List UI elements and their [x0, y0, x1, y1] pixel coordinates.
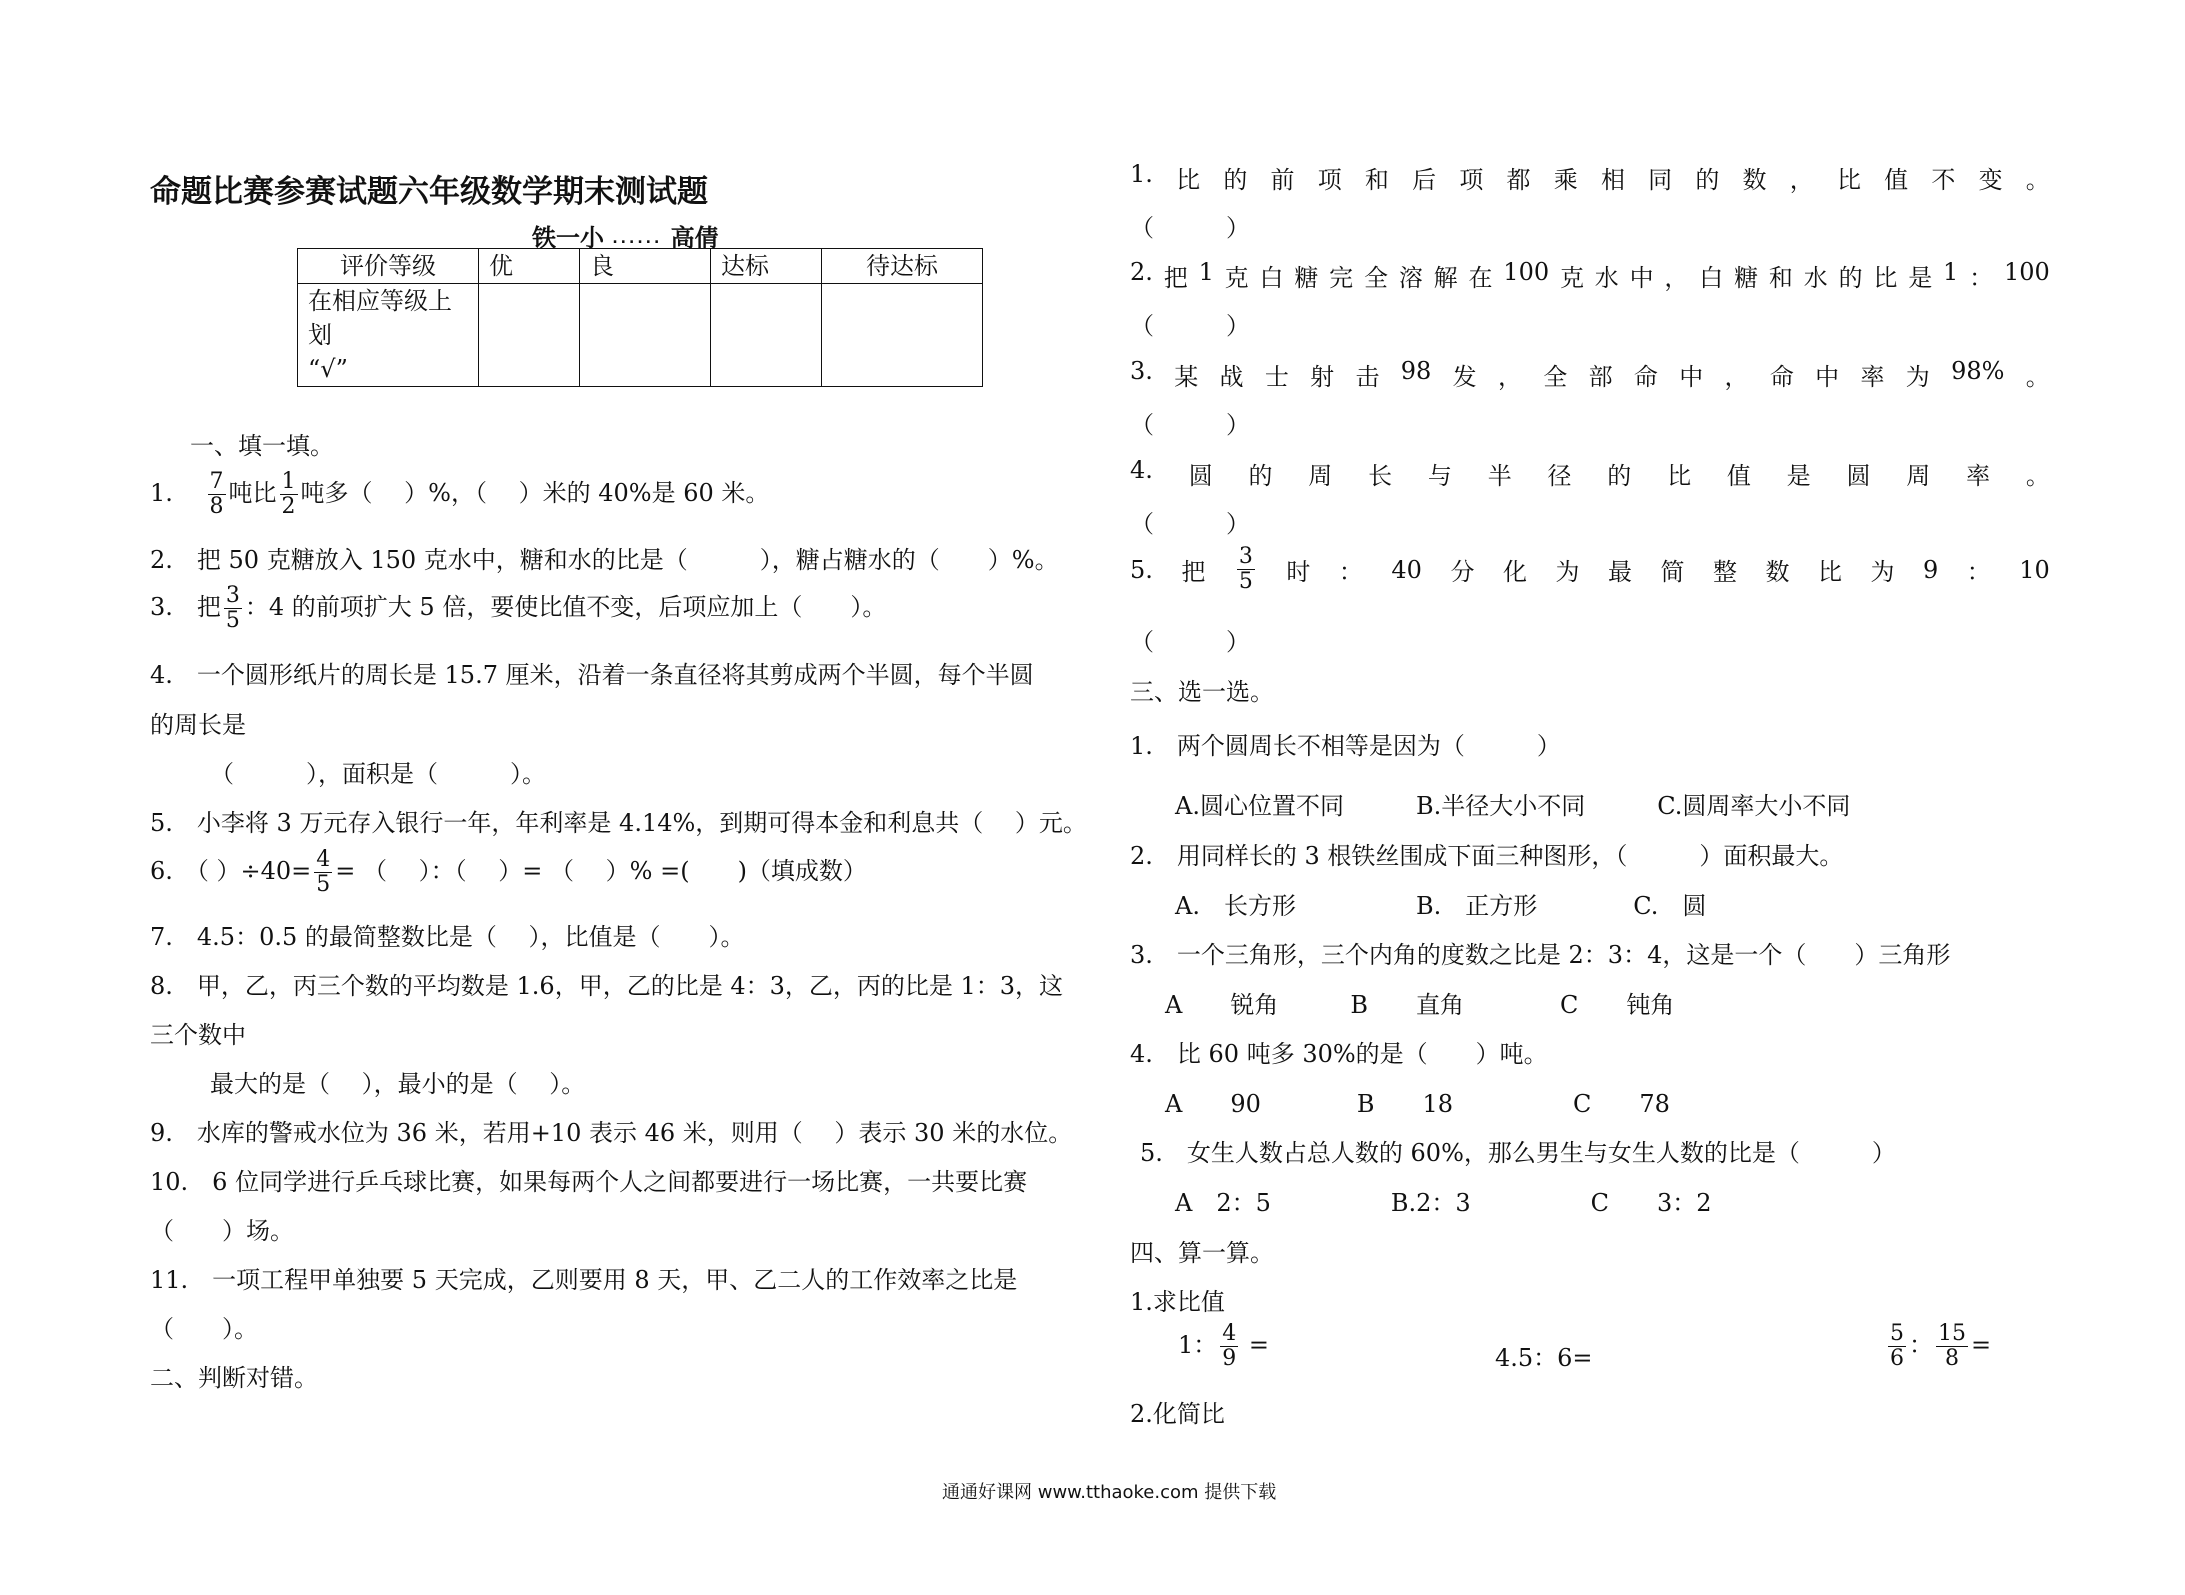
fraction-numerator: 7 — [209, 469, 224, 494]
token: ， — [1724, 363, 1749, 391]
dot-separator: ...... — [612, 231, 663, 247]
token: 比 — [1836, 166, 1861, 194]
grade-header-excellent: 优 — [479, 249, 580, 284]
token: 2. — [1130, 258, 1153, 286]
token: ： — [1969, 264, 1994, 292]
token: 完 — [1329, 264, 1354, 292]
grade-header-fail: 待达标 — [822, 249, 983, 284]
s1-question-3 — [150, 584, 886, 633]
token: 化 — [1502, 558, 1527, 586]
fraction-numerator: 1 — [281, 469, 296, 494]
s4-calc-b: 4.5：6= — [1495, 1344, 1593, 1372]
token: 相 — [1600, 166, 1625, 194]
s1-question-4-line2: 的周长是 — [150, 711, 246, 739]
s1-q1-text-b: 吨多（ ）%，（ ）米的 40%是 60 米。 — [300, 479, 770, 507]
fraction-5-6 — [1888, 1322, 1906, 1371]
token: ： — [1338, 558, 1363, 586]
token: 值 — [1726, 462, 1751, 490]
s2-q1-answer-paren: （ ） — [1130, 214, 1250, 242]
section1-heading: 一、填一填。 — [190, 432, 334, 460]
s3-question-3: 3. 一个三角形，三个内角的度数之比是 2：3：4，这是一个（ ）三角形 — [1130, 941, 1951, 969]
token: 士 — [1264, 363, 1289, 391]
token: 比 — [1667, 462, 1692, 490]
fraction-numerator: 5 — [1890, 1321, 1904, 1346]
token: 把 — [1163, 264, 1188, 292]
s3-q3-options: A 锐角 B 直角 C 钝角 — [1165, 991, 1675, 1019]
token: 率 — [1860, 363, 1885, 391]
fraction-numerator: 3 — [225, 583, 240, 608]
token: 为 — [1555, 558, 1580, 586]
token: 解 — [1433, 264, 1458, 292]
s4-calc-c-sep: ： — [1909, 1331, 1933, 1359]
token: 白 — [1699, 264, 1724, 292]
token: 糖 — [1734, 264, 1759, 292]
token: 100 — [2003, 258, 2050, 286]
token: 后 — [1412, 166, 1437, 194]
page-title: 命题比赛参赛试题六年级数学期末测试题 — [150, 174, 708, 210]
token: 。 — [2025, 166, 2050, 194]
s3-question-4: 4. 比 60 吨多 30%的是（ ）吨。 — [1130, 1040, 1548, 1068]
grade-row-label — [298, 284, 479, 387]
s1-q6-text-b: = （ ）：（ ）= （ ）% =( )（填成数） — [335, 857, 867, 885]
fraction-denominator: 8 — [1945, 1346, 1959, 1371]
token: 变 — [1978, 166, 2003, 194]
token: 数 — [1765, 558, 1790, 586]
token: 射 — [1310, 363, 1335, 391]
token: 中 — [1815, 363, 1840, 391]
fraction-denominator: 5 — [316, 872, 331, 897]
token: 中 — [1629, 264, 1654, 292]
fraction-denominator: 2 — [281, 494, 296, 519]
token: 前 — [1270, 166, 1295, 194]
fraction-numerator: 3 — [1238, 544, 1253, 569]
grade-cell-fail[interactable] — [822, 284, 983, 387]
fraction-3-5 — [1237, 545, 1255, 594]
token: ： — [1966, 558, 1991, 586]
token: 1 — [1198, 258, 1214, 286]
grade-cell-good[interactable] — [580, 284, 711, 387]
grade-row-label-line2: 划 — [308, 321, 332, 349]
grade-row-label-line1: 在相应等级上 — [308, 287, 452, 315]
s3-question-1: 1. 两个圆周长不相等是因为（ ） — [1130, 732, 1561, 760]
grade-table — [297, 248, 983, 387]
s1-question-4-line3: （ ），面积是（ ）。 — [210, 760, 546, 788]
fraction-numerator: 15 — [1938, 1321, 1966, 1346]
token: 的 — [1248, 462, 1273, 490]
s4-calc-a-equals: = — [1248, 1331, 1270, 1359]
token: 水 — [1594, 264, 1619, 292]
token: 与 — [1427, 462, 1452, 490]
s1-question-11-line2: （ ）。 — [150, 1315, 258, 1343]
s4-subheading-2: 2.化简比 — [1130, 1400, 1225, 1428]
token: ， — [1497, 363, 1522, 391]
token: 某 — [1174, 363, 1199, 391]
token: 在 — [1468, 264, 1493, 292]
token: 溶 — [1398, 264, 1423, 292]
token: 命 — [1769, 363, 1794, 391]
s1-question-1 — [150, 470, 769, 519]
token: 克 — [1224, 264, 1249, 292]
token: 比 — [1176, 166, 1201, 194]
token: 全 — [1543, 363, 1568, 391]
token: 径 — [1547, 462, 1572, 490]
token: 98% — [1951, 357, 2005, 385]
footer-source: 通通好课网 www.tthaoke.com 提供下载 — [942, 1482, 1277, 1503]
token: 。 — [2025, 462, 2050, 490]
token: 全 — [1363, 264, 1388, 292]
s3-question-5: 5. 女生人数占总人数的 60%，那么男生与女生人数的比是（ ） — [1140, 1139, 1896, 1167]
token: 1 — [1943, 258, 1959, 286]
fraction-7-8 — [208, 470, 226, 519]
token: ， — [1664, 264, 1689, 292]
s1-q6-text-a: 6. （ ）÷40= — [150, 857, 312, 885]
token: 为 — [1870, 558, 1895, 586]
s2-q5-text-pre: 把 — [1181, 558, 1206, 586]
token: 部 — [1588, 363, 1613, 391]
s1-q3-text-a: 3. 把 — [150, 593, 221, 621]
fraction-3-5 — [224, 584, 242, 633]
grade-cell-pass[interactable] — [711, 284, 822, 387]
token: 数 — [1742, 166, 1767, 194]
token: 最 — [1607, 558, 1632, 586]
token: 圆 — [1188, 462, 1213, 490]
token: 半 — [1487, 462, 1512, 490]
token: 10 — [2019, 555, 2050, 584]
s1-question-10-line1: 10. 6 位同学进行乒乓球比赛，如果每两个人之间都要进行一场比赛，一共要比赛 — [150, 1168, 1028, 1196]
s3-q2-options: A. 长方形 B. 正方形 C. 圆 — [1175, 892, 1707, 920]
grade-table-header-row — [298, 249, 983, 284]
s2-q4-answer-paren: （ ） — [1130, 510, 1250, 538]
token: ， — [1789, 166, 1814, 194]
s1-question-8-line2: 三个数中 — [150, 1021, 246, 1049]
grade-header-pass: 达标 — [711, 249, 822, 284]
fraction-numerator: 4 — [316, 847, 331, 872]
s1-q1-number: 1. — [150, 479, 173, 507]
school-name: 铁一小 — [532, 224, 604, 252]
s4-subheading-1: 1.求比值 — [1130, 1288, 1225, 1316]
fraction-denominator: 9 — [1222, 1346, 1237, 1371]
s3-q5-options: A 2：5 B.2：3 C 3：2 — [1175, 1189, 1712, 1217]
s2-q5-answer-paren: （ ） — [1130, 628, 1250, 656]
s2-q3-answer-paren: （ ） — [1130, 411, 1250, 439]
token: 中 — [1679, 363, 1704, 391]
s1-question-8-line1: 8. 甲，乙，丙三个数的平均数是 1.6，甲，乙的比是 4：3，乙，丙的比是 1：3，这 — [150, 972, 1064, 1000]
token: 水 — [1803, 264, 1828, 292]
token: 3. — [1130, 357, 1153, 385]
s1-q1-text-a: 吨比 — [228, 479, 277, 507]
section3-heading: 三、选一选。 — [1130, 678, 1274, 706]
s1-question-5: 5. 小李将 3 万元存入银行一年，年利率是 4.14%，到期可得本金和利息共（ ）元。 — [150, 809, 1087, 837]
token: 时 — [1286, 558, 1311, 586]
token: 的 — [1607, 462, 1632, 490]
token: 9 — [1922, 555, 1939, 584]
token: 的 — [1695, 166, 1720, 194]
grade-table-mark-row — [298, 284, 983, 387]
token: 98 — [1400, 357, 1432, 385]
grade-header-label: 评价等级 — [298, 249, 479, 284]
grade-header-good: 良 — [580, 249, 711, 284]
s3-question-2: 2. 用同样长的 3 根铁丝围成下面三种图形，（ ）面积最大。 — [1130, 842, 1844, 870]
s1-q3-text-b: ：4 的前项扩大 5 倍，要使比值不变，后项应加上（ ）。 — [244, 593, 887, 621]
s1-question-7: 7. 4.5：0.5 的最简整数比是（ ），比值是（ ）。 — [150, 923, 745, 951]
token: 。 — [2025, 363, 2050, 391]
fraction-numerator: 4 — [1222, 1321, 1237, 1346]
s4-calc-a-pre: 1： — [1178, 1331, 1218, 1359]
s4-calc-c-equals: = — [1971, 1331, 1992, 1359]
token: 值 — [1884, 166, 1909, 194]
fraction-15-8 — [1936, 1322, 1968, 1371]
s1-question-6 — [150, 848, 867, 897]
fraction-denominator: 5 — [1238, 569, 1253, 594]
author-name: 高倩 — [670, 224, 719, 252]
token: 比 — [1873, 264, 1898, 292]
s2-question-4 — [1130, 456, 2050, 491]
s2-question-2 — [1130, 258, 2050, 293]
s1-question-2: 2. 把 50 克糖放入 150 克水中，糖和水的比是（ ），糖占糖水的（ ）%。 — [150, 546, 1059, 574]
token: 项 — [1317, 166, 1342, 194]
token: 率 — [1966, 462, 1991, 490]
s1-question-10-line2: （ ）场。 — [150, 1217, 294, 1245]
token: 比 — [1817, 558, 1842, 586]
grade-row-label-line3: “√” — [308, 355, 348, 383]
s2-q5-number: 5. — [1130, 555, 1153, 584]
s3-q1-options: A.圆心位置不同 B.半径大小不同 C.圆周率大小不同 — [1175, 792, 1851, 820]
s3-q4-options: A 90 B 18 C 78 — [1165, 1090, 1670, 1118]
token: 击 — [1355, 363, 1380, 391]
token: 发 — [1452, 363, 1477, 391]
token: 乘 — [1553, 166, 1578, 194]
s1-question-11-line1: 11. 一项工程甲单独要 5 天完成，乙则要用 8 天，甲、乙二人的工作效率之比是 — [150, 1266, 1018, 1294]
fraction-denominator: 5 — [225, 608, 240, 633]
s2-question-5 — [1130, 545, 2050, 594]
token: 整 — [1712, 558, 1737, 586]
token: 100 — [1503, 258, 1550, 286]
fraction-4-9 — [1220, 1322, 1238, 1371]
token: 为 — [1905, 363, 1930, 391]
token: 命 — [1633, 363, 1658, 391]
token: 4. — [1130, 456, 1153, 484]
token: 和 — [1768, 264, 1793, 292]
token: 是 — [1786, 462, 1811, 490]
s1-question-9: 9. 水库的警戒水位为 36 米，若用+10 表示 46 米，则用（ ）表示 30 米的水位。 — [150, 1119, 1073, 1147]
token: 项 — [1459, 166, 1484, 194]
s2-question-3 — [1130, 357, 2050, 392]
token: 克 — [1559, 264, 1584, 292]
token: 战 — [1219, 363, 1244, 391]
s1-question-4-line1: 4. 一个圆形纸片的周长是 15.7 厘米，沿着一条直径将其剪成两个半圆，每个半圆 — [150, 661, 1034, 689]
token: 圆 — [1846, 462, 1871, 490]
grade-cell-excellent[interactable] — [479, 284, 580, 387]
token: 都 — [1506, 166, 1531, 194]
token: 不 — [1931, 166, 1956, 194]
token: 简 — [1660, 558, 1685, 586]
token: 40 — [1391, 555, 1422, 584]
token: 周 — [1906, 462, 1931, 490]
token: 同 — [1648, 166, 1673, 194]
fraction-denominator: 8 — [209, 494, 224, 519]
token: 分 — [1450, 558, 1475, 586]
s4-calc-c — [1885, 1322, 1991, 1371]
token: 和 — [1364, 166, 1389, 194]
section2-heading: 二、判断对错。 — [150, 1364, 318, 1392]
token: 周 — [1308, 462, 1333, 490]
token: 是 — [1908, 264, 1933, 292]
s1-question-8-line3: 最大的是（ ），最小的是（ ）。 — [210, 1070, 586, 1098]
token: 的 — [1838, 264, 1863, 292]
s4-calc-a — [1178, 1322, 1269, 1371]
s2-q2-answer-paren: （ ） — [1130, 312, 1250, 340]
fraction-denominator: 6 — [1890, 1346, 1904, 1371]
token: 长 — [1368, 462, 1393, 490]
fraction-1-2 — [280, 470, 298, 519]
fraction-4-5 — [314, 848, 332, 897]
token: 白 — [1259, 264, 1284, 292]
token: 1. — [1130, 160, 1153, 188]
token: 糖 — [1294, 264, 1319, 292]
section4-heading: 四、算一算。 — [1130, 1239, 1274, 1267]
s2-question-1 — [1130, 160, 2050, 195]
token: 的 — [1223, 166, 1248, 194]
